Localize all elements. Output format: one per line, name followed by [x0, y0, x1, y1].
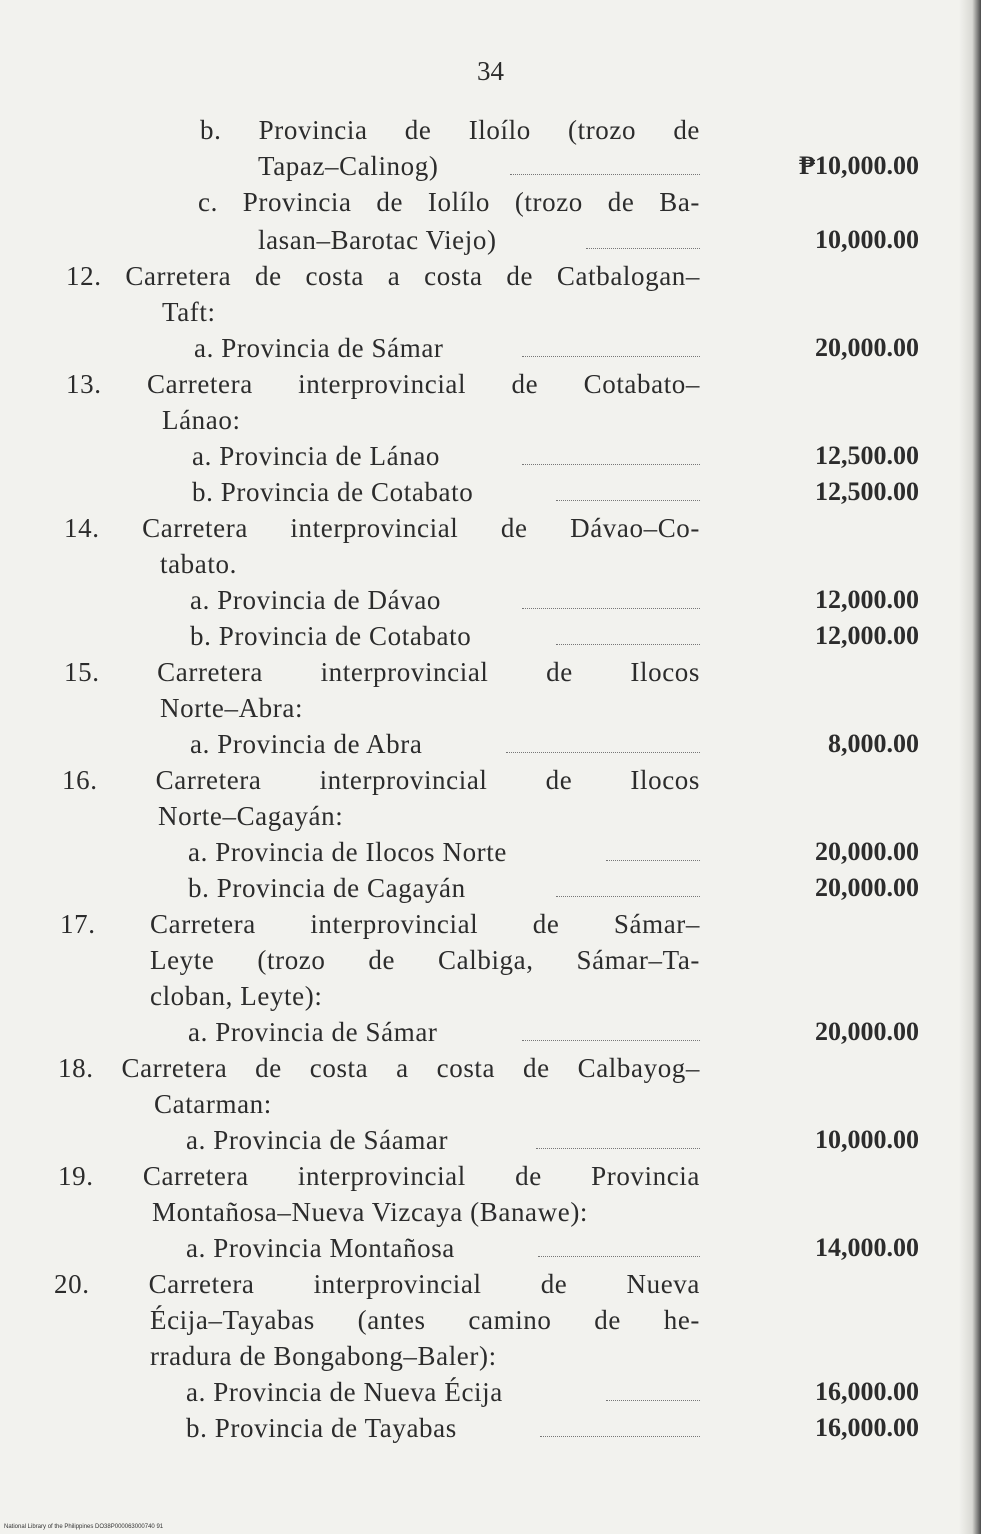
- entry-line: Écija–Tayabas (antes camino de he-: [150, 1305, 700, 1335]
- section-heading: 17. Carretera interprovincial de Sámar–: [60, 909, 700, 939]
- leader-dots: [586, 212, 700, 249]
- entry-line: cloban, Leyte):: [150, 981, 323, 1011]
- leader-dots: [606, 1364, 700, 1401]
- leader-dots: [522, 428, 700, 465]
- leader-dots: [536, 1112, 700, 1149]
- entry-line: Lánao:: [162, 405, 241, 435]
- amount: 20,000.00: [815, 1017, 919, 1046]
- amount: 12,500.00: [815, 477, 919, 506]
- leader-dots: [538, 1220, 700, 1257]
- leader-dots: [510, 138, 700, 175]
- leader-dots: [522, 320, 700, 357]
- entry-line: b. Provincia de Iloílo (trozo de: [200, 115, 700, 145]
- amount: 12,500.00: [815, 441, 919, 470]
- section-heading: 13. Carretera interprovincial de Cotabato–: [66, 369, 700, 399]
- amount: ₱10,000.00: [799, 151, 919, 180]
- entry-line: b. Provincia de Cotabato: [192, 477, 474, 507]
- amount: 20,000.00: [815, 333, 919, 362]
- amount: 8,000.00: [828, 729, 919, 758]
- section-heading: 14. Carretera interprovincial de Dávao–Co-: [64, 513, 700, 543]
- entry-line: a. Provincia de Sámar: [188, 1017, 438, 1047]
- entry-line: Leyte (trozo de Calbiga, Sámar–Ta-: [150, 945, 700, 975]
- scan-edge-shadow: [959, 0, 981, 1534]
- amount: 10,000.00: [815, 1125, 919, 1154]
- entry-line: Catarman:: [154, 1089, 272, 1119]
- archive-footer: National Library of the Philippines DO38P000063000740 91: [4, 1524, 164, 1530]
- amount: 20,000.00: [815, 837, 919, 866]
- entry-line: b. Provincia de Tayabas: [186, 1413, 457, 1443]
- entry-line: b. Provincia de Cotabato: [190, 621, 472, 651]
- leader-dots: [556, 608, 700, 645]
- leader-dots: [556, 860, 700, 897]
- section-heading: 18. Carretera de costa a costa de Calbayog–: [58, 1053, 700, 1083]
- section-heading: 20. Carretera interprovincial de Nueva: [54, 1269, 700, 1299]
- leader-dots: [540, 1400, 700, 1437]
- amount: 16,000.00: [815, 1377, 919, 1406]
- amount: 14,000.00: [815, 1233, 919, 1262]
- page-number: 34: [477, 56, 504, 86]
- amount: 20,000.00: [815, 873, 919, 902]
- amount: 12,000.00: [815, 585, 919, 614]
- section-heading: 15. Carretera interprovincial de Ilocos: [64, 657, 700, 687]
- entry-line: lasan–Barotac Viejo): [258, 225, 497, 255]
- section-heading: 12. Carretera de costa a costa de Catbalogan–: [66, 261, 700, 291]
- entry-line: Tapaz–Calinog): [258, 151, 439, 181]
- entry-line: b. Provincia de Cagayán: [188, 873, 466, 903]
- leader-dots: [556, 464, 700, 501]
- entry-line: a. Provincia de Sámar: [194, 333, 444, 363]
- entry-line: a. Provincia Montañosa: [186, 1233, 455, 1263]
- entry-line: Norte–Abra:: [160, 693, 304, 723]
- amount: 12,000.00: [815, 621, 919, 650]
- entry-line: tabato.: [160, 549, 237, 579]
- entry-line: a. Provincia de Sáamar: [186, 1125, 449, 1155]
- leader-dots: [506, 716, 700, 753]
- leader-dots: [522, 572, 700, 609]
- entry-line: a. Provincia de Abra: [190, 729, 423, 759]
- leader-dots: [522, 1004, 700, 1041]
- entry-line: a. Provincia de Ilocos Norte: [188, 837, 507, 867]
- entry-line: a. Provincia de Dávao: [190, 585, 442, 615]
- leader-dots: [606, 824, 700, 861]
- entry-line: a. Provincia de Nueva Écija: [186, 1377, 503, 1407]
- entry-line: c. Provincia de Iolílo (trozo de Ba-: [198, 187, 700, 217]
- entry-line: a. Provincia de Lánao: [192, 441, 441, 471]
- section-heading: 19. Carretera interprovincial de Provincia: [58, 1161, 700, 1191]
- amount: 10,000.00: [815, 225, 919, 254]
- entry-line: Taft:: [162, 297, 216, 327]
- section-heading: 16. Carretera interprovincial de Ilocos: [62, 765, 700, 795]
- entry-line: rradura de Bongabong–Baler):: [150, 1341, 497, 1371]
- entry-line: Montañosa–Nueva Vizcaya (Banawe):: [152, 1197, 589, 1227]
- amount: 16,000.00: [815, 1413, 919, 1442]
- entry-line: Norte–Cagayán:: [158, 801, 344, 831]
